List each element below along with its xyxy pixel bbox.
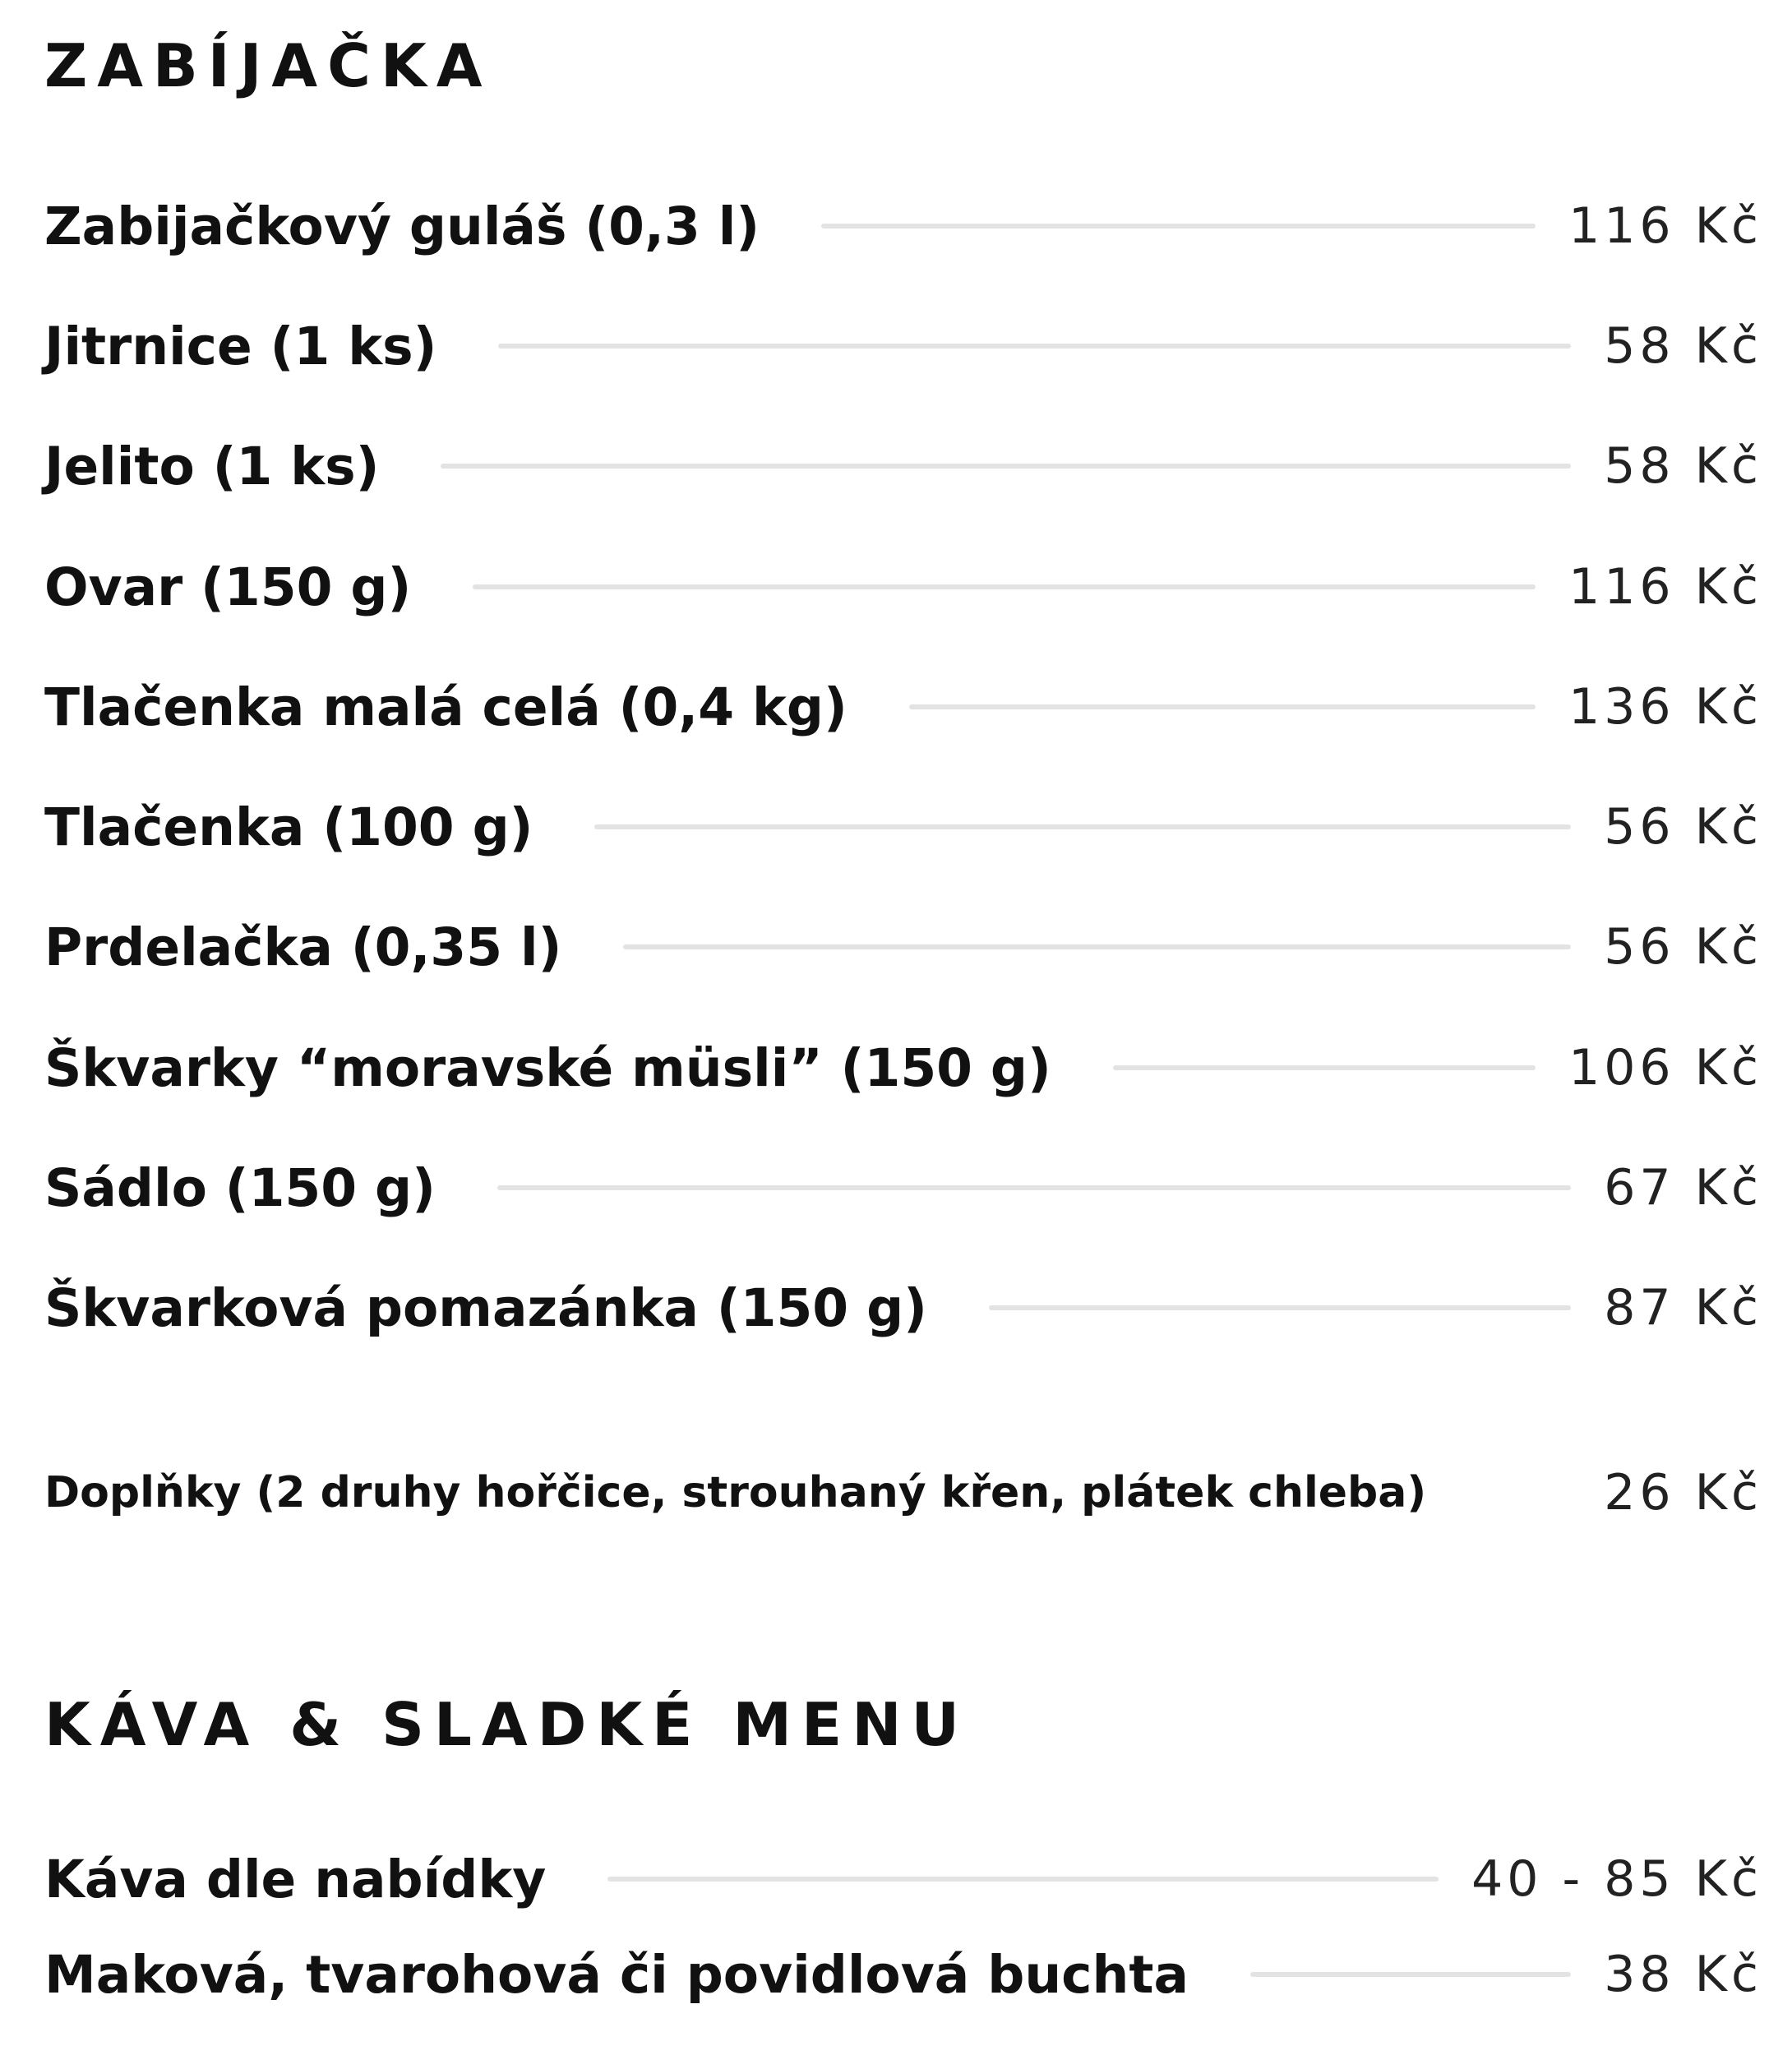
item-price: 58 Kč <box>1604 317 1762 375</box>
section-title-kava: KÁVA & SLADKÉ MENU <box>44 1690 969 1759</box>
item-price: 106 Kč <box>1568 1039 1762 1097</box>
item-name: Zabijačkový guláš (0,3 l) <box>44 196 760 256</box>
item-price: 56 Kč <box>1604 798 1762 856</box>
dotted-leader <box>909 704 1536 709</box>
dotted-leader <box>594 824 1571 829</box>
item-price: 38 Kč <box>1604 1946 1762 2003</box>
dotted-leader <box>498 344 1571 349</box>
spacer <box>1451 1490 1579 1495</box>
item-name: Maková, tvarohová či povidlová buchta <box>44 1944 1189 2005</box>
menu-item <box>44 666 1762 748</box>
item-price: 136 Kč <box>1568 678 1762 736</box>
item-price: 40 - 85 Kč <box>1471 1850 1762 1908</box>
menu-item <box>44 786 1762 868</box>
dotted-leader <box>1113 1065 1536 1070</box>
dotted-leader <box>607 1877 1439 1882</box>
menu-item <box>44 1027 1762 1109</box>
menu-item <box>44 1267 1762 1349</box>
item-price: 26 Kč <box>1604 1464 1762 1522</box>
item-name: Káva dle nabídky <box>44 1849 547 1910</box>
item-price: 87 Kč <box>1604 1279 1762 1337</box>
item-price: 116 Kč <box>1568 558 1762 616</box>
menu-item <box>44 546 1762 628</box>
item-name: Jelito (1 ks) <box>44 436 380 496</box>
item-price: 58 Kč <box>1604 437 1762 495</box>
menu-item <box>44 185 1762 267</box>
item-name: Tlačenka (100 g) <box>44 797 533 857</box>
item-name: Sádlo (150 g) <box>44 1157 436 1218</box>
dotted-leader <box>497 1185 1571 1190</box>
dotted-leader <box>989 1305 1571 1310</box>
item-name: Prdelačka (0,35 l) <box>44 917 562 977</box>
dotted-leader <box>1250 1972 1571 1977</box>
dotted-leader <box>623 944 1571 949</box>
item-price: 56 Kč <box>1604 918 1762 976</box>
menu-item-extras <box>44 1452 1762 1534</box>
item-name: Škvarky “moravské müsli” (150 g) <box>44 1037 1051 1098</box>
item-name: Jitrnice (1 ks) <box>44 316 437 376</box>
dotted-leader <box>821 224 1536 229</box>
item-name: Tlačenka malá celá (0,4 kg) <box>44 677 848 737</box>
item-name: Doplňky (2 druhy hořčice, strouhaný křen, plátek chleba) <box>44 1468 1427 1517</box>
menu-item <box>44 305 1762 387</box>
menu-item <box>44 1933 1762 2016</box>
menu-item <box>44 425 1762 507</box>
item-name: Škvarková pomazánka (150 g) <box>44 1277 927 1338</box>
item-price: 116 Kč <box>1568 197 1762 255</box>
item-name: Ovar (150 g) <box>44 556 412 617</box>
section-title-zabijacka: ZABÍJAČKA <box>44 31 492 100</box>
dotted-leader <box>441 464 1571 469</box>
dotted-leader <box>473 584 1536 589</box>
item-price: 67 Kč <box>1604 1159 1762 1217</box>
menu-item <box>44 906 1762 988</box>
menu-item <box>44 1838 1762 1920</box>
menu-item <box>44 1147 1762 1229</box>
